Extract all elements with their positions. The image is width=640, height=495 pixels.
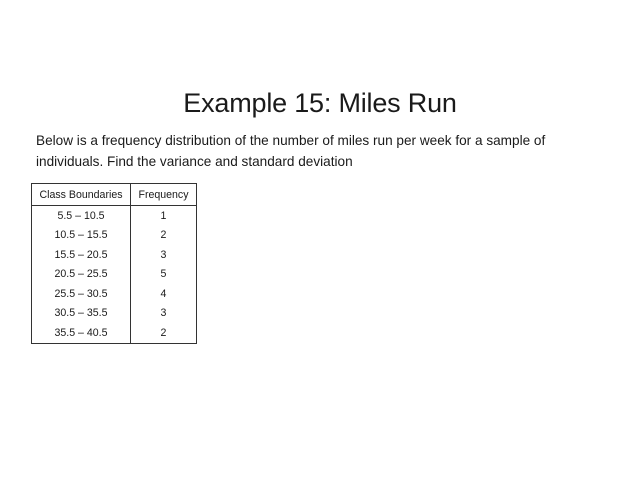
table-row — [32, 245, 197, 265]
table-row — [32, 206, 197, 226]
class-boundary-cell: 10.5 – 15.5 — [32, 226, 131, 246]
frequency-cell: 1 — [160, 209, 167, 222]
intro-text: Below is a frequency distribution of the number of miles run per week for a sample of individuals. Find the variance and standard deviation — [36, 133, 546, 169]
table-row — [32, 323, 197, 343]
table-header-row — [32, 184, 197, 206]
table-row — [32, 226, 197, 246]
class-boundary-cell: 5.5 – 10.5 — [32, 206, 131, 226]
class-boundary-cell: 25.5 – 30.5 — [32, 284, 131, 304]
class-boundary-cell: 20.5 – 25.5 — [32, 265, 131, 285]
column-header-frequency: Frequency — [131, 184, 197, 206]
frequency-cell: 3 — [160, 307, 167, 320]
slide-title: Example 15: Miles Run — [183, 88, 457, 118]
table-row — [32, 284, 197, 304]
class-boundary-cell: 30.5 – 35.5 — [32, 304, 131, 324]
class-boundary-cell: 35.5 – 40.5 — [32, 323, 131, 343]
table-row — [32, 265, 197, 285]
frequency-cell: 4 — [160, 287, 167, 300]
frequency-cell: 2 — [160, 229, 167, 242]
frequency-table — [31, 183, 197, 344]
frequency-cell: 3 — [160, 248, 167, 261]
table-row — [32, 304, 197, 324]
frequency-cell: 2 — [160, 326, 167, 339]
frequency-cell: 5 — [160, 268, 167, 281]
class-boundary-cell: 15.5 – 20.5 — [32, 245, 131, 265]
column-header-class-boundaries: Class Boundaries — [32, 184, 131, 206]
